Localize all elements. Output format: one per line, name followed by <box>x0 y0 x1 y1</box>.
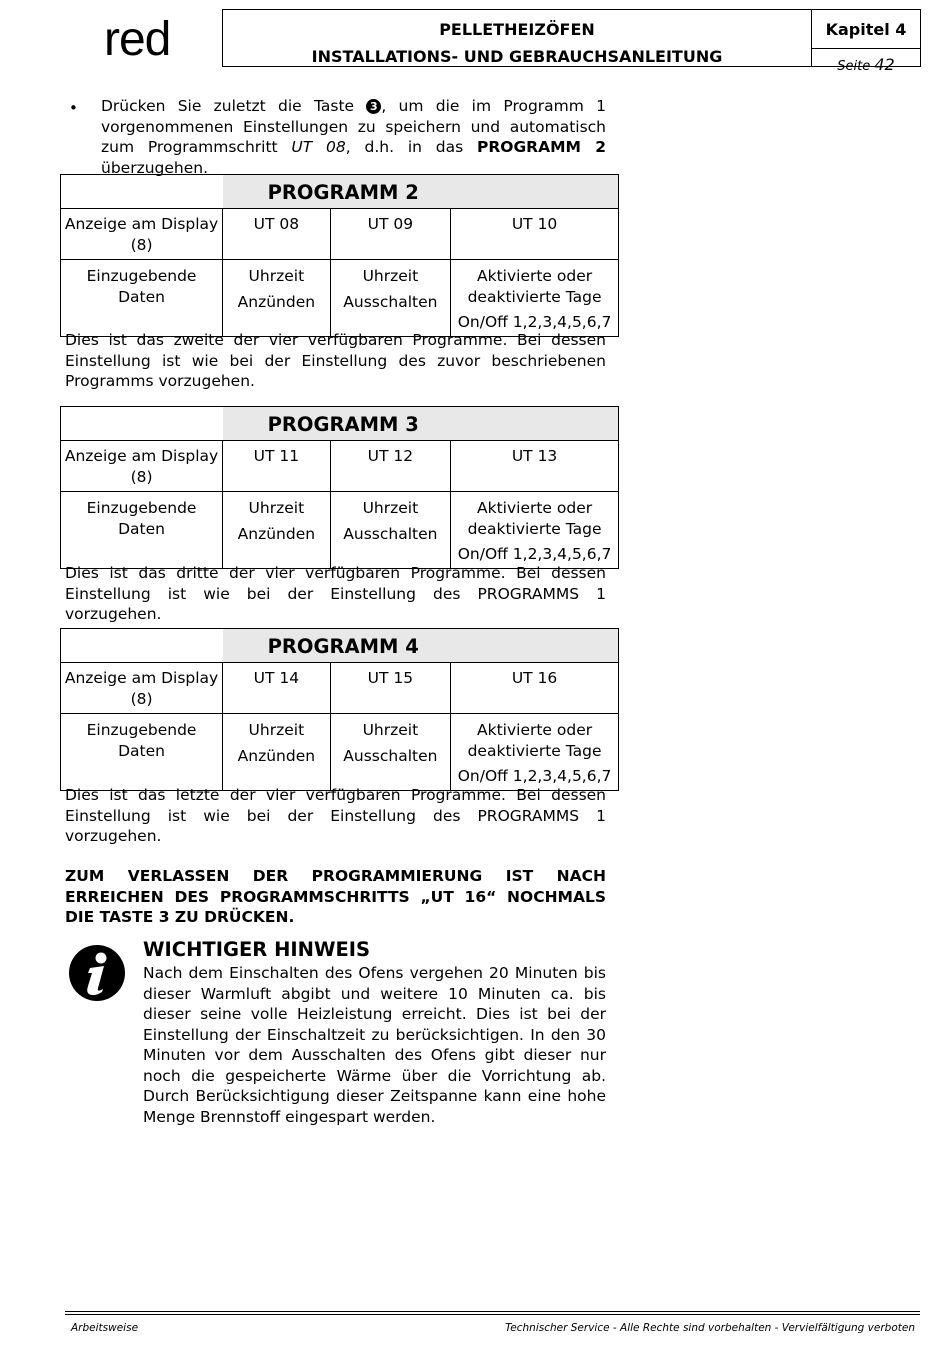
time-off-cell <box>330 492 451 569</box>
days-line: Aktivierte oder <box>477 267 593 285</box>
step-cell: UT 14 <box>223 663 330 714</box>
table-corner <box>61 407 223 441</box>
step-cell: UT 08 <box>223 209 330 260</box>
footer-rule <box>65 1311 920 1312</box>
program-title: PROGRAMM 2 <box>223 175 619 209</box>
note-text: Nach dem Einschalten des Ofens vergehen 20 Minuten bis dieser Warmluft abgibt und weitere 10 Minuten ca. bis dieser seine volle Heizleistung erreicht. Dies ist bei der Einstellung der Einschaltzeit zu berücksichtigen. In den 30 Minuten vor dem Ausschalten des Ofens gibt dieser nur noch die gespeicherte Wärme über die Vorrichtung ab. Durch Berücksichtigung dieser Zeitspanne kann eine hohe Menge Brennstoff eingespart werden. <box>143 964 606 1126</box>
days-line: On/Off 1,2,3,4,5,6,7 <box>457 767 612 785</box>
time-off-line: Ausschalten <box>343 292 438 311</box>
days-cell <box>451 492 619 569</box>
display-label: Anzeige am Display (8) <box>61 209 223 260</box>
chapter-label: Kapitel 4 <box>825 20 907 39</box>
footer-section: Arbeitsweise <box>71 1322 139 1334</box>
step-cell: UT 13 <box>451 441 619 492</box>
page-number: 42 <box>874 55 895 74</box>
intro-text-2: , um die im Programm 1 vorgenommenen Einstellungen zu speichern und automatisch zum Programmschritt <box>101 97 606 156</box>
document-title-box <box>222 9 812 67</box>
info-icon <box>68 944 126 1002</box>
data-label: Einzugebende Daten <box>61 260 223 337</box>
step-cell: UT 15 <box>330 663 451 714</box>
program-table <box>60 174 619 337</box>
time-on-line: Uhrzeit <box>248 499 305 517</box>
time-on-line: Anzünden <box>237 292 316 311</box>
days-cell <box>451 714 619 791</box>
table-corner <box>61 175 223 209</box>
time-on-line: Anzünden <box>237 746 316 765</box>
time-on-line: Anzünden <box>237 524 316 543</box>
days-line: deaktivierte Tage <box>467 519 602 538</box>
step-cell: UT 12 <box>330 441 451 492</box>
days-line: On/Off 1,2,3,4,5,6,7 <box>457 545 612 563</box>
program-table <box>60 628 619 791</box>
step-cell: UT 10 <box>451 209 619 260</box>
days-cell <box>451 260 619 337</box>
time-off-cell <box>330 260 451 337</box>
intro-program: PROGRAMM 2 <box>476 138 606 156</box>
time-on-cell <box>223 714 330 791</box>
time-off-line: Uhrzeit <box>362 267 419 285</box>
data-label: Einzugebende Daten <box>61 714 223 791</box>
time-on-line: Uhrzeit <box>248 267 305 285</box>
table-corner <box>61 629 223 663</box>
step-cell: UT 16 <box>451 663 619 714</box>
days-line: Aktivierte oder <box>477 499 593 517</box>
time-on-cell <box>223 260 330 337</box>
document-subtitle: INSTALLATIONS- UND GEBRAUCHSANLEITUNG <box>311 47 723 66</box>
brand-logo: red <box>104 13 171 66</box>
days-line: deaktivierte Tage <box>467 741 602 760</box>
days-line: Aktivierte oder <box>477 721 593 739</box>
intro-text-3: , d.h. in das <box>345 138 477 156</box>
time-off-line: Ausschalten <box>343 746 438 765</box>
time-off-line: Ausschalten <box>343 524 438 543</box>
display-label: Anzeige am Display (8) <box>61 441 223 492</box>
chapter-divider <box>812 48 920 49</box>
document-title: PELLETHEIZÖFEN <box>439 20 595 39</box>
step-cell: UT 09 <box>330 209 451 260</box>
footer-copyright: Technischer Service - Alle Rechte sind vorbehalten - Vervielfältigung verboten <box>505 1322 915 1334</box>
key-3-icon: 3 <box>366 99 381 114</box>
days-line: deaktivierte Tage <box>467 287 602 306</box>
program-title: PROGRAMM 3 <box>223 407 619 441</box>
step-cell: UT 11 <box>223 441 330 492</box>
intro-step: UT 08 <box>291 138 346 156</box>
days-line: On/Off 1,2,3,4,5,6,7 <box>457 313 612 331</box>
intro-text-4: überzugehen. <box>101 158 209 177</box>
note-title: WICHTIGER HINWEIS <box>143 938 371 961</box>
chapter-box <box>811 9 921 74</box>
program-table <box>60 406 619 569</box>
intro-paragraph <box>101 96 606 178</box>
program-title: PROGRAMM 4 <box>223 629 619 663</box>
time-on-cell <box>223 492 330 569</box>
bullet-marker: • <box>69 99 78 117</box>
time-off-line: Uhrzeit <box>362 721 419 739</box>
time-off-cell <box>330 714 451 791</box>
display-label: Anzeige am Display (8) <box>61 663 223 714</box>
program-description: Dies ist das dritte der vier verfügbaren Programme. Bei dessen Einstellung ist wie bei der Einstellung des PROGRAMMS 1 vorzugehen. <box>65 564 606 623</box>
intro-text-1: Drücken Sie zuletzt die Taste <box>101 97 367 115</box>
program-description: Dies ist das letzte der vier verfügbaren Programme. Bei dessen Einstellung ist wie bei der Einstellung des PROGRAMMS 1 vorzugehen. <box>65 786 606 845</box>
time-off-line: Uhrzeit <box>362 499 419 517</box>
footer-rule <box>65 1314 920 1315</box>
page-label: Seite <box>837 59 871 74</box>
data-label: Einzugebende Daten <box>61 492 223 569</box>
exit-instruction: ZUM VERLASSEN DER PROGRAMMIERUNG IST NACH ERREICHEN DES PROGRAMMSCHRITTS „UT 16“ NOCHMALS DIE TASTE 3 ZU DRÜCKEN. <box>65 867 606 926</box>
page-indicator <box>812 55 920 74</box>
time-on-line: Uhrzeit <box>248 721 305 739</box>
program-description: Dies ist das zweite der vier verfügbaren Programme. Bei dessen Einstellung ist wie bei der Einstellung des zuvor beschriebenen Programms vorzugehen. <box>65 331 606 390</box>
